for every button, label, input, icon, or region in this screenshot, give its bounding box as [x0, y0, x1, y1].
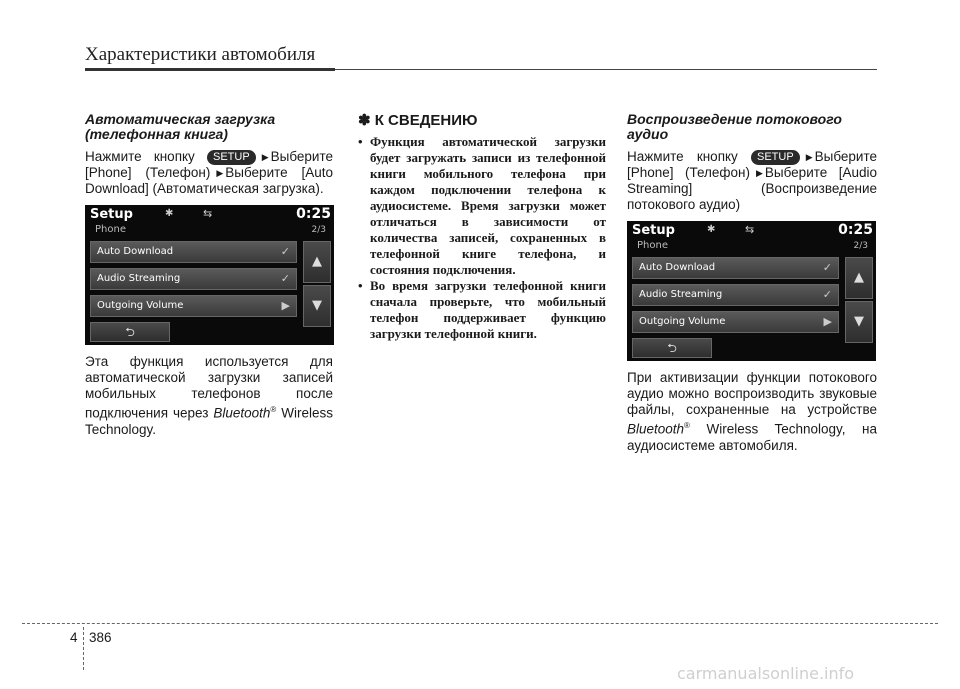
screen-page: 2/3 [311, 225, 326, 235]
usb-icon: ⇆ [203, 207, 213, 220]
menu-item-auto-download[interactable] [632, 257, 839, 279]
watermark: carmanualsonline.info [677, 664, 855, 683]
body-text [85, 354, 333, 438]
instr-step1: Выберите [Phone] (Телефон) [85, 149, 333, 180]
instr-step2: Выберите [Audio Streaming] (Воспроизведение потокового аудио) [627, 165, 877, 212]
right-column [627, 112, 877, 454]
menu-item-label: Audio Streaming [639, 289, 723, 300]
bluetooth-icon: ✱ [707, 224, 716, 235]
title-line2: (телефонная книга) [85, 126, 228, 142]
instruction-text [627, 149, 877, 213]
instr-press: Нажмите кнопку [85, 149, 195, 164]
instr-step2: Выберите [Auto Download] (Автоматическая загрузка). [85, 165, 333, 196]
screen-subtitle: Phone [95, 224, 126, 235]
menu-item-outgoing-volume[interactable] [632, 311, 839, 333]
screen-title: Setup [90, 207, 133, 222]
header-rule-thin [335, 69, 877, 70]
arrow-right-icon: ▶ [823, 315, 832, 328]
arrow-icon: ▶ [261, 152, 269, 162]
scroll-up-button[interactable]: ▲ [845, 257, 873, 299]
info-column [358, 112, 606, 342]
scroll-down-button[interactable]: ▼ [303, 285, 331, 327]
check-icon: ✓ [280, 245, 290, 258]
bluetooth-brand: Bluetooth [213, 405, 271, 421]
back-button[interactable]: ⮌ [90, 322, 170, 342]
section-title-audio-streaming [627, 112, 877, 142]
arrow-right-icon: ▶ [281, 299, 290, 312]
title-line1: Воспроизведение потокового [627, 111, 842, 127]
page-number: 386 [89, 630, 112, 645]
body-main: Эта функция используется для автоматической загрузки записей мобильных телефонов после подключения через [85, 354, 333, 421]
bluetooth-brand: Bluetooth [627, 421, 685, 437]
back-button[interactable]: ⮌ [632, 338, 712, 358]
instruction-text [85, 149, 333, 197]
menu-item-audio-streaming[interactable] [632, 284, 839, 306]
title-line2: аудио [627, 126, 669, 142]
menu-item-auto-download[interactable] [90, 241, 297, 263]
screen-page: 2/3 [853, 241, 868, 251]
menu-item-label: Audio Streaming [97, 273, 181, 284]
instr-press: Нажмите кнопку [627, 149, 738, 164]
page-header: Характеристики автомобиля [85, 44, 316, 65]
menu-item-label: Outgoing Volume [97, 300, 184, 311]
check-icon: ✓ [280, 272, 290, 285]
arrow-icon: ▶ [216, 168, 224, 178]
chapter-number: 4 [70, 630, 78, 645]
setup-badge: SETUP [207, 150, 256, 165]
menu-item-audio-streaming[interactable] [90, 268, 297, 290]
screen-subtitle: Phone [637, 240, 668, 251]
body-tail: Wireless Technology, на аудиосистеме автомобиля. [627, 421, 877, 453]
body-tail: Wireless Technology. [85, 405, 333, 437]
screen-title: Setup [632, 223, 675, 238]
info-list [358, 134, 606, 342]
screen-time: 0:25 [296, 206, 331, 222]
setup-badge: SETUP [751, 150, 800, 165]
setup-screen [85, 205, 334, 345]
scroll-down-button[interactable]: ▼ [845, 301, 873, 343]
arrow-icon: ▶ [755, 168, 763, 178]
menu-item-label: Outgoing Volume [639, 316, 726, 327]
footer-rule [22, 623, 938, 624]
list-item: • Функция автоматической загрузки будет загружать записи из телефонной книги мобильного телефона при каждом подключении телефона к аудиосистеме. Время загрузки может отличаться в зависимости от количества записей, сохраненных в телефонной книге телефона, и состояния подключения. [358, 134, 606, 278]
registered-mark: ® [270, 405, 277, 414]
check-icon: ✓ [822, 288, 832, 301]
bluetooth-icon: ✱ [165, 208, 174, 219]
screen-time: 0:25 [838, 222, 873, 238]
header-rule-thick [85, 68, 335, 71]
list-item: • Во время загрузки телефонной книги сначала проверьте, что мобильный телефон поддерживает функцию загрузки телефонной книги. [358, 278, 606, 342]
title-line1: Автоматическая загрузка [85, 111, 276, 127]
scroll-up-button[interactable]: ▲ [303, 241, 331, 283]
info-heading: ✽ К СВЕДЕНИЮ [358, 112, 478, 129]
menu-item-label: Auto Download [97, 246, 174, 257]
body-text [627, 370, 877, 454]
arrow-icon: ▶ [805, 152, 813, 162]
menu-item-label: Auto Download [639, 262, 716, 273]
section-title-auto-download [85, 112, 333, 142]
left-column [85, 112, 333, 438]
setup-screen [627, 221, 876, 361]
usb-icon: ⇆ [745, 223, 755, 236]
menu-item-outgoing-volume[interactable] [90, 295, 297, 317]
body-main: При активизации функции потокового аудио можно воспроизводить звуковые файлы, сохраненные на устройстве [627, 370, 877, 417]
instr-step1: Выберите [Phone] (Телефон) [627, 149, 877, 180]
footer-divider [83, 627, 84, 670]
check-icon: ✓ [822, 261, 832, 274]
registered-mark: ® [684, 421, 690, 430]
